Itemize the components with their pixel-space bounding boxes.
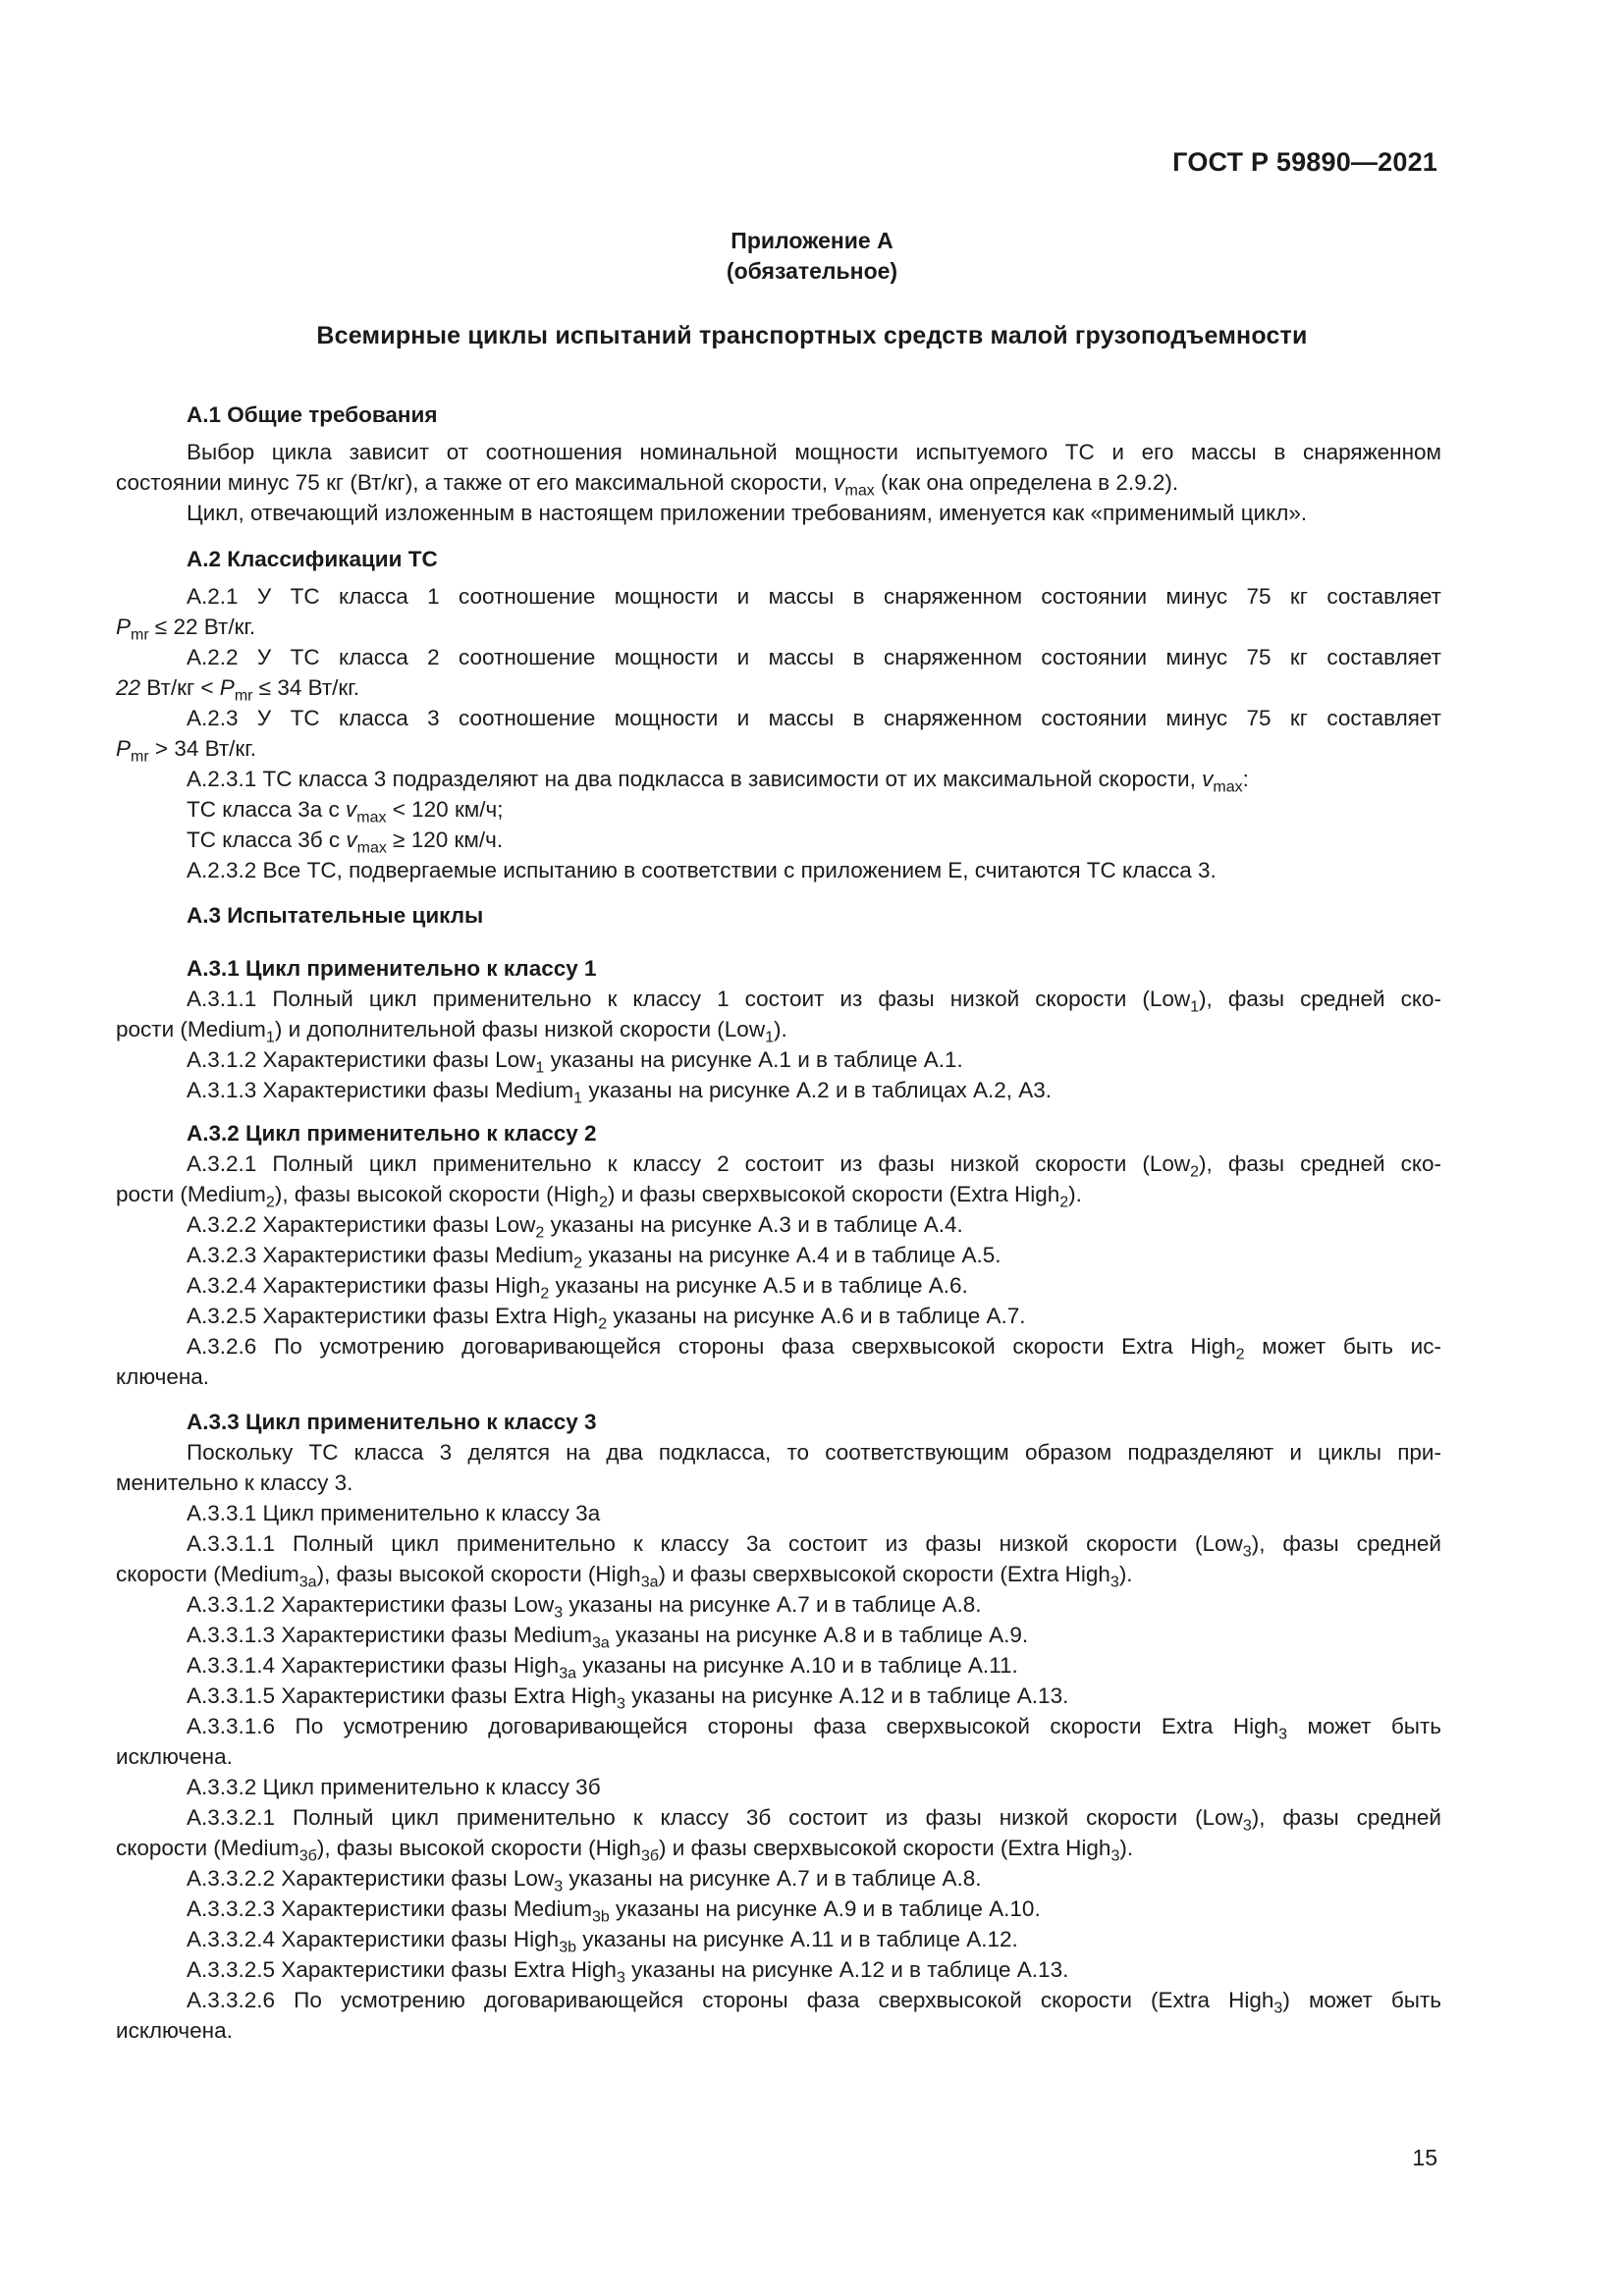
paragraph-line: А.3.2.6 По усмотрению договаривающейся стороны фаза сверхвысокой скорости Extra High$_2$ может быть ис- [187,1334,1441,1363]
paragraph-line: А.3.3.1 Цикл применительно к классу 3a [187,1501,601,1525]
paragraph-line: А.3.1.3 Характеристики фазы Medium$_1$ указаны на рисунке А.2 и в таблицах А.2, А3. [187,1078,1053,1107]
section-heading-a3: А.3 Испытательные циклы [187,903,484,928]
paragraph-line: рости (Medium$_1$) и дополнительной фазы низкой скорости (Low$_1$). [116,1017,787,1046]
paragraph-line: А.3.3.1.3 Характеристики фазы Medium$_{3a}$ указаны на рисунке А.8 и в таблице А.9. [187,1623,1029,1652]
paragraph-line: А.3.3.2.3 Характеристики фазы Medium$_{3b}$ указаны на рисунке А.9 и в таблице А.10. [187,1896,1041,1926]
paragraph-line: А.2.3.1 ТС класса 3 подразделяют на два подкласса в зависимости от их максимальной скорости, $v_{max}$: [187,767,1249,796]
appendix-status: (обязательное) [726,258,898,284]
page-title: Всемирные циклы испытаний транспортных средств малой грузоподъемности [316,322,1308,349]
paragraph-line: ТС класса 3a с $v_{max} < 120$ км/ч; [187,797,504,827]
paragraph-line: менительно к классу 3. [116,1470,353,1495]
section-heading-a1: А.1 Общие требования [187,402,438,427]
paragraph-line: 22 $Вт/кг < P_{mr} \le 34$ Вт/кг. [116,675,359,705]
paragraph-line: А.3.2.2 Характеристики фазы Low$_2$ указаны на рисунке А.3 и в таблице А.4. [187,1212,963,1242]
paragraph-line: А.3.3.2.5 Характеристики фазы Extra High$_3$ указаны на рисунке А.12 и в таблице А.13. [187,1957,1069,1987]
paragraph-line: ключена. [116,1364,210,1389]
paragraph-line: А.3.3.2.6 По усмотрению договаривающейся стороны фаза сверхвысокой скорости (Extra High$_3$) может быть [187,1988,1441,2017]
paragraph-line: А.3.1.2 Характеристики фазы Low$_1$ указаны на рисунке А.1 и в таблице А.1. [187,1047,963,1077]
paragraph-line: исключена. [116,2018,233,2043]
paragraph-line: А.3.3.2.4 Характеристики фазы High$_{3b}$ указаны на рисунке А.11 и в таблице А.12. [187,1927,1018,1956]
paragraph-line: рости (Medium$_2$), фазы высокой скорости (High$_2$) и фазы сверхвысокой скорости (Extra High$_2$). [116,1182,1082,1211]
paragraph-line: А.2.3 У ТС класса 3 соотношение мощности и массы в снаряженном состоянии минус 75 кг составляет [187,706,1441,730]
paragraph-line: А.3.3.2.1 Полный цикл применительно к классу 3б состоит из фазы низкой скорости (Low$_3$), фазы средней [187,1805,1441,1835]
paragraph-line: исключена. [116,1744,233,1769]
paragraph-line: А.3.3.2.2 Характеристики фазы Low$_3$ указаны на рисунке А.7 и в таблице А.8. [187,1866,982,1896]
paragraph-line: А.3.3.1.4 Характеристики фазы High$_{3a}$ указаны на рисунке А.10 и в таблице А.11. [187,1653,1018,1682]
paragraph-line: ТС класса 3б с $v_{max} \ge 120$ км/ч. [187,828,504,857]
section-heading-a32: А.3.2 Цикл применительно к классу 2 [187,1121,597,1146]
paragraph-line: Поскольку ТС класса 3 делятся на два подкласса, то соответствующим образом подразделяют и циклы при- [187,1440,1441,1465]
paragraph-line: $P_{mr} > 34$ Вт/кг. [116,736,256,766]
paragraph-line: А.3.1.1 Полный цикл применительно к классу 1 состоит из фазы низкой скорости (Low$_1$), фазы средней ско- [187,987,1441,1016]
paragraph-line: состоянии минус 75 кг (Вт/кг), а также от его максимальной скорости, $v_{max}$ (как она определена в 2.9.2). [116,470,1179,500]
paragraph-line: А.2.1 У ТС класса 1 соотношение мощности и массы в снаряженном состоянии минус 75 кг составляет [187,584,1441,609]
section-heading-a31: А.3.1 Цикл применительно к классу 1 [187,956,597,981]
paragraph-line: А.3.2.3 Характеристики фазы Medium$_2$ указаны на рисунке А.4 и в таблице А.5. [187,1243,1001,1272]
paragraph-line: А.2.2 У ТС класса 2 соотношение мощности и массы в снаряженном состоянии минус 75 кг составляет [187,645,1441,669]
appendix-title: Приложение А [731,228,893,253]
page-number: 15 [1412,2145,1437,2170]
paragraph-line: А.3.3.1.6 По усмотрению договаривающейся стороны фаза сверхвысокой скорости Extra High$_3$ может быть [187,1714,1441,1743]
section-heading-a2: А.2 Классификации ТС [187,547,438,571]
paragraph-line: А.2.3.2 Все ТС, подвергаемые испытанию в соответствии с приложением Е, считаются ТС класса 3. [187,858,1217,882]
paragraph-line: А.3.2.5 Характеристики фазы Extra High$_2$ указаны на рисунке А.6 и в таблице А.7. [187,1304,1026,1333]
paragraph-line: скорости (Medium$_{3a}$), фазы высокой скорости (High$_{3a}$) и фазы сверхвысокой скорости (Extra High$_3$). [116,1562,1133,1591]
paragraph-line: А.3.3.1.1 Полный цикл применительно к классу 3a состоит из фазы низкой скорости (Low$_3$), фазы средней [187,1531,1441,1561]
paragraph-line: Выбор цикла зависит от соотношения номинальной мощности испытуемого ТС и его массы в снаряженном [187,440,1441,464]
document-id: ГОСТ Р 59890—2021 [1172,147,1437,177]
paragraph-line: А.3.3.2 Цикл применительно к классу 3б [187,1775,601,1799]
paragraph-line: А.3.3.1.5 Характеристики фазы Extra High$_3$ указаны на рисунке А.12 и в таблице А.13. [187,1683,1069,1713]
paragraph-line: А.3.2.1 Полный цикл применительно к классу 2 состоит из фазы низкой скорости (Low$_2$), фазы средней ско- [187,1151,1441,1181]
paragraph-line: $P_{mr} \le 22$ Вт/кг. [116,614,256,644]
section-heading-a33: А.3.3 Цикл применительно к классу 3 [187,1410,597,1434]
paragraph-line: А.3.3.1.2 Характеристики фазы Low$_3$ указаны на рисунке А.7 и в таблице А.8. [187,1592,982,1622]
paragraph-line: А.3.2.4 Характеристики фазы High$_2$ указаны на рисунке А.5 и в таблице А.6. [187,1273,968,1303]
paragraph-line: скорости (Medium$_{3б}$), фазы высокой скорости (High$_{3б}$) и фазы сверхвысокой скорости (Extra High$_3$). [116,1836,1134,1865]
paragraph-line: Цикл, отвечающий изложенным в настоящем приложении требованиям, именуется как «применимый цикл». [187,501,1308,525]
